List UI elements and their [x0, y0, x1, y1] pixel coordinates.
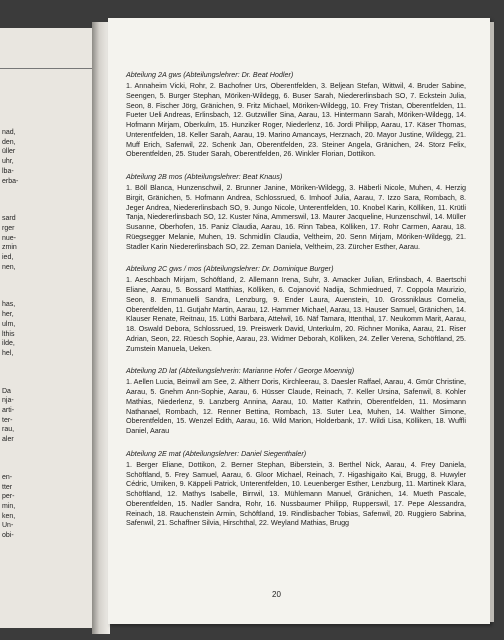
left-page-fragment-line: aler	[2, 436, 14, 444]
left-page-fragment-line: den,	[2, 138, 16, 146]
left-page-fragment-line: ken,	[2, 512, 16, 520]
left-page-fragment-line: sard	[2, 215, 16, 223]
left-page-fragment-line: hel,	[2, 349, 14, 357]
left-page-fragment-line: nja-	[2, 397, 14, 405]
left-page-fragment-line: zmin	[2, 244, 17, 252]
left-page-fragment-line: lba-	[2, 167, 14, 175]
section-heading: Abteilung 2E mat (Abteilungslehrer: Daniel Siegenthaler)	[126, 448, 307, 458]
student-list: 1. Berger Eliane, Dottikon, 2. Berner Stephan, Biberstein, 3. Berthel Nick, Aarau, 4. Frey Daniela, Schöftland, 5. Frey Samuel, Aarau, 6. Gloor Michael, Reinach, 7. Higashigaito Kai, Brugg, 8. Huwyler Cédric, Umiken, 9. Käppeli Patrick, Unterentfelden, 10. Leuenberger Esther, Lenzburg, 11. Martinek Klara, Schöftland, 12. Mathys Isabelle, Birrwil, 13. Mühlemann Manuel, Gränichen, 14. Mueth Pascale, Oberentfelden, 15. Nadler Sandra, Rohr, 16. Nussbaumer Philipp, Rupperswil, 17. Pepe Alessandra, Reinach, 18. Rauchenstein Armin, Schöftland, 19. Rindlisbacher Tobias, Safenwil, 20. Ruggiero Sabrina, Safenwil, 21. Schaffner Silvia, Hirschthal, 22. Weyland Mathias, Brugg	[126, 459, 466, 528]
left-page-fragment-block	[2, 473, 92, 541]
section-2b	[126, 172, 466, 251]
left-page-fragment-line: nue-	[2, 234, 17, 242]
left-page-fragment-line: Un-	[2, 522, 14, 530]
left-page-fragment-line: tter	[2, 483, 13, 491]
left-page	[0, 28, 92, 628]
left-page-fragment-line: üller	[2, 148, 16, 156]
left-page-rule	[0, 68, 92, 69]
left-page-fragment-line: ulm,	[2, 320, 16, 328]
left-page-fragment-line: rau,	[2, 426, 15, 434]
left-page-fragment-line: erba-	[2, 177, 19, 185]
left-page-fragment-line: lthis	[2, 330, 15, 338]
student-list: 1. Aellen Lucia, Beinwil am See, 2. Altherr Doris, Kirchleerau, 3. Daesler Raffael, Aarau, 4. Gmür Christine, Aarau, 5. Gnehm Ann-Sophie, Aarau, 6. Hüsser Claude, Reinach, 7. Keller Ursina, Safenwil, 8. Kohler Mathias, Niederlenz, 9. Lanzberg Annina, Aarau, 10. Matter Kathrin, Oberentfelden, 11. Mosimann Nathanael, Rombach, 12. Renner Bettina, Rombach, 13. Suter Lea, Muhen, 14. Walther Simone, Oberentfelden, 15. Wenzel Edith, Aarau, 16. Wild Marion, Holderbank, 17. Wildi Lisa, Kölliken, 18. Wuffli Daniel, Aarau	[126, 377, 466, 435]
left-page-fragment-line: uhr,	[2, 158, 14, 166]
student-list: 1. Annaheim Vicki, Rohr, 2. Bachofner Urs, Oberentfelden, 3. Beljean Stefan, Wittwil, 4. Bruder Sabine, Seengen, 5. Burger Stephan, Möriken-Wildegg, 6. Buser Sarah, Niedererlinsbach SO, 7. Eckstein Julia, Seon, 8. Fischer Jörg, Gränichen, 9. Fritz Michael, Möriken-Wildegg, 10. Frey Tristan, Oberentfelden, 11. Fueter Ueli Andreas, Erlinsbach, 12. Gutzwiller Sina, Aarau, 13. Hintermann Sarah, Möriken-Wildegg, 14. Hofmann Mirjam, Oberkulm, 15. Hunziker Roger, Niederlenz, 16. Jordi Philipp, Aarau, 17. Käser Thomas, Unterentfelden, 18. Keller Sarah, Aarau, 19. Marino Amancays, Herznach, 20. Mayor Justine, Wildegg, 21. Muff Erich, Safenwil, 22. Schenk Jan, Oberentfelden, 23. Steiner Angela, Gränichen, 24. Storz Felix, Oberentfelden, 25. Studer Sarah, Oberentfelden, 26. Winkler Florian, Dottikon.	[126, 81, 466, 159]
section-heading: Abteilung 2B mos (Abteilungslehrer: Beat Knaus)	[126, 172, 283, 181]
section-2c	[126, 264, 466, 353]
left-page-fragment-line: obi-	[2, 532, 14, 540]
section-2a	[126, 70, 466, 159]
left-page-text-column	[2, 128, 92, 569]
section-heading: Abteilung 2D lat (Abteilungslehrerin: Marianne Hofer / George Moennig)	[126, 366, 355, 376]
student-list: 1. Böll Blanca, Hunzenschwil, 2. Brunner Janine, Möriken-Wildegg, 3. Häberli Nicole, Muhen, 4. Herzig Birgit, Gränichen, 5. Hofmann Andrea, Schlossrued, 6. Imhoof Julia, Aarau, 7. Izzo Sara, Rombach, 8. Jeger Andrea, Niedererlinsbach SO, 9. Jungo Nicole, Unterentfelden, 10. Knobel Karin, Kölliken, 11. Krütli Tanja, Niedererlinsbach SO, 12. Kuster Nina, Ammerswil, 13. Maurer Jacqueline, Hunzenschwil, 14. Müller Susanne, Oberhofen, 15. Paniz Claudia, Aarau, 16. Rinn Tabea, Kölliken, 17. Rohr Carmen, Aarau, 18. Rüegsegger Melanie, Muhen, 19. Schmidlin Claudia, Veltheim, 20. Senn Mirjam, Möriken-Wildegg, 21. Stadler Karin Niedererlinsbach SO, 22. Zeman Daniela, Veltheim, 23. Zürcher Esther, Aarau.	[126, 183, 466, 251]
left-page-fragment-line: nen,	[2, 263, 16, 271]
section-2d	[126, 366, 466, 436]
left-page-fragment-block	[2, 300, 92, 358]
section-heading: Abteilung 2C gws / mos (Abteilungslehrer: Dr. Dominique Burger)	[126, 264, 334, 274]
page-number: 20	[272, 590, 281, 599]
left-page-fragment-line: ilde,	[2, 340, 15, 348]
left-page-fragment-line: per-	[2, 493, 15, 501]
left-page-fragment-line: her,	[2, 311, 14, 319]
left-page-fragment-block	[2, 387, 92, 445]
left-page-fragment-line: rger	[2, 224, 15, 232]
left-page-fragment-line: arti-	[2, 407, 15, 415]
section-2e	[126, 449, 466, 528]
left-page-fragment-block	[2, 128, 92, 186]
left-page-fragment-line: ter-	[2, 416, 13, 424]
left-page-fragment-line: has,	[2, 301, 16, 309]
left-page-fragment-line: min,	[2, 502, 16, 510]
section-heading: Abteilung 2A gws (Abteilungslehrer: Dr. Beat Hodler)	[126, 70, 294, 79]
left-page-fragment-block	[2, 214, 92, 272]
page-edge	[490, 22, 494, 622]
left-page-fragment-line: ied,	[2, 254, 14, 262]
class-list-content	[126, 70, 466, 541]
left-page-fragment-line: nad,	[2, 129, 16, 136]
student-list: 1. Aeschbach Mirjam, Schöftland, 2. Allemann Irena, Suhr, 3. Amacker Julian, Erlinsbach, 4. Baertschi Eliane, Aarau, 5. Bossard Matthias, Kölliken, 6. Cojanović Nadija, Schmiedrued, 7. Coppola Maurizio, Seon, 8. Emmanuelli Sandra, Lenzburg, 9. Ender Laura, Auenstein, 10. Grossniklaus Cornelia, Oberentfelden, 11. Gutjahr Martin, Aarau, 12. Hammer Michael, Aarau, 13. Hauser Samuel, Gränichen, 14. Klauser Renate, Reitnau, 15. Lüthi Barbara, Attelwil, 16. Näf Tamara, Ittenthal, 17. Neukomm Marit, Aarau, 18. Oswald Debora, Schlossrued, 19. Preiswerk David, Unterkulm, 20. Richner Monika, Aarau, 21. Riser Adrian, Seon, 22. Rüesch Sophie, Aarau, 23. Widmer Deborah, Kölliken, 24. Zeller Verena, Schöftland, 25. Zumstein Manuela, Ueken.	[126, 275, 466, 353]
left-page-fragment-line: Da	[2, 387, 11, 395]
left-page-fragment-line: en-	[2, 473, 13, 481]
